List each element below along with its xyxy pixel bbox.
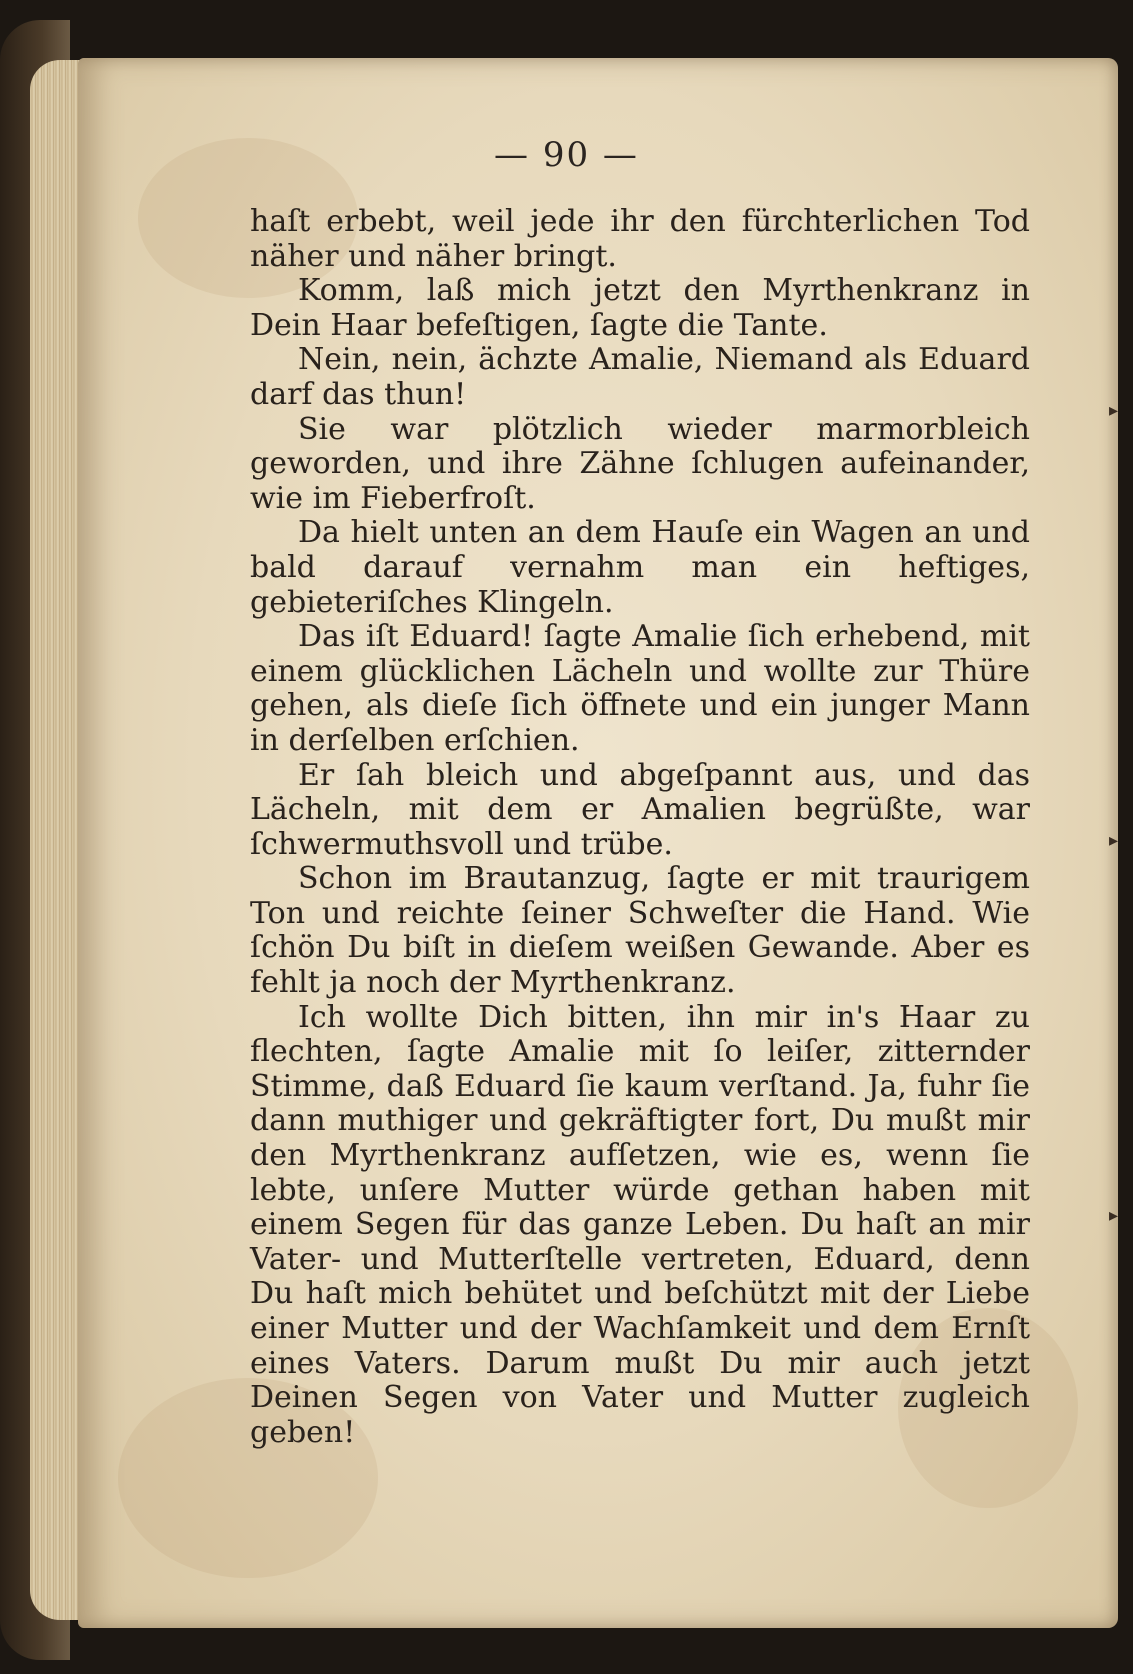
- paragraph: Er ſah bleich und abgeſpannt aus, und das Lächeln, mit dem er Amalien begrüßte, war ſchwermuthsvoll und trübe.: [250, 757, 1030, 862]
- bleed-through-mark: ▸: [1109, 400, 1119, 421]
- page-number-header: — 90 —: [494, 135, 639, 175]
- paragraph: Das iſt Eduard! ſagte Amalie ſich erhebend, mit einem glücklichen Lächeln und wollte zur Thüre gehen, als dieſe ſich öffnete und ein junger Mann in derſelben erſchien.: [250, 619, 1030, 758]
- paragraph: Nein, nein, ächzte Amalie, Niemand als Eduard darf das thun!: [250, 342, 1030, 412]
- bleed-through-mark: ▸: [1109, 1205, 1119, 1226]
- body-text: [250, 205, 1030, 1450]
- paragraph: Da hielt unten an dem Hauſe ein Wagen an und bald darauf vernahm man ein heftiges, gebieteriſches Klingeln.: [250, 515, 1030, 620]
- bleed-through-mark: ▸: [1109, 830, 1119, 851]
- paragraph: Komm, laß mich jetzt den Myrthenkranz in Dein Haar befeſtigen, ſagte die Tante.: [250, 273, 1030, 343]
- paragraph: Schon im Brautanzug, ſagte er mit traurigem Ton und reichte ſeiner Schweſter die Hand. Wie ſchön Du biſt in dieſem weißen Gewande. Aber es fehlt ja noch der Myrthenkranz.: [250, 861, 1030, 1001]
- paragraph: Sie war plötzlich wieder marmorbleich geworden, und ihre Zähne ſchlugen aufeinander, wie im Fieberfroſt.: [250, 411, 1030, 516]
- paragraph: haſt erbebt, weil jede ihr den fürchterlichen Tod näher und näher bringt.: [250, 204, 1030, 274]
- paragraph: Ich wollte Dich bitten, ihn mir in's Haar zu flechten, ſagte Amalie mit ſo leiſer, zitternder Stimme, daß Eduard ſie kaum verſtand. Ja, fuhr ſie dann muthiger und gekräftigter fort, Du mußt mir den Myrthenkranz aufſetzen, wie es, wenn ſie lebte, unſere Mutter würde gethan haben mit einem Segen für das ganze Leben. Du haſt an mir Vater- und Mutterſtelle vertreten, Eduard, denn Du haſt mich behütet und beſchützt mit der Liebe einer Mutter und der Wachſamkeit und dem Ernſt eines Vaters. Darum mußt Du mir auch jetzt Deinen Segen von Vater und Mutter zugleich geben!: [250, 999, 1030, 1450]
